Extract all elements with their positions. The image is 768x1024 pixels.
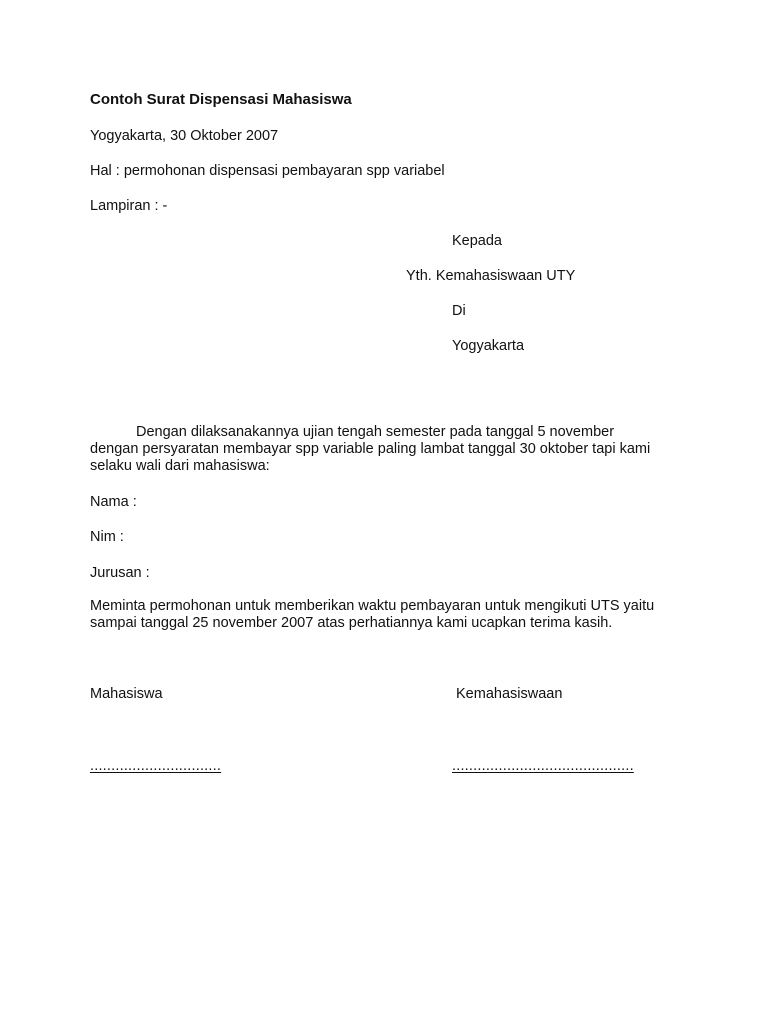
letter-date: Yogyakarta, 30 Oktober 2007	[90, 128, 279, 144]
body-line: dengan persyaratan membayar spp variable paling lambat tanggal 30 oktober tapi kami	[90, 441, 651, 457]
letter-title: Contoh Surat Dispensasi Mahasiswa	[90, 91, 352, 108]
recipient-at: Di	[452, 303, 466, 319]
closing-line: Meminta permohonan untuk memberikan waktu pembayaran untuk mengikuti UTS yaitu	[90, 598, 655, 614]
body-line: selaku wali dari mahasiswa:	[90, 458, 270, 474]
field-nama: Nama :	[90, 494, 137, 510]
body-line: Dengan dilaksanakannya ujian tengah semester pada tanggal 5 november	[136, 424, 615, 440]
signature-line-left: ...............................	[90, 758, 222, 774]
recipient-city: Yogyakarta	[452, 338, 525, 354]
body-paragraph	[90, 424, 690, 475]
closing-paragraph	[90, 598, 690, 632]
letter-subject: Hal : permohonan dispensasi pembayaran spp variabel	[90, 163, 445, 179]
signature-line-right: ...........................................	[452, 758, 634, 774]
recipient-name: Yth. Kemahasiswaan UTY	[406, 268, 576, 284]
closing-line: sampai tanggal 25 november 2007 atas perhatiannya kami ucapkan terima kasih.	[90, 615, 613, 631]
recipient-to: Kepada	[452, 233, 502, 249]
signature-label-left: Mahasiswa	[90, 686, 163, 702]
signature-label-right: Kemahasiswaan	[456, 686, 563, 702]
field-jurusan: Jurusan :	[90, 565, 150, 581]
letter-attachment: Lampiran : -	[90, 198, 168, 214]
field-nim: Nim :	[90, 529, 124, 545]
